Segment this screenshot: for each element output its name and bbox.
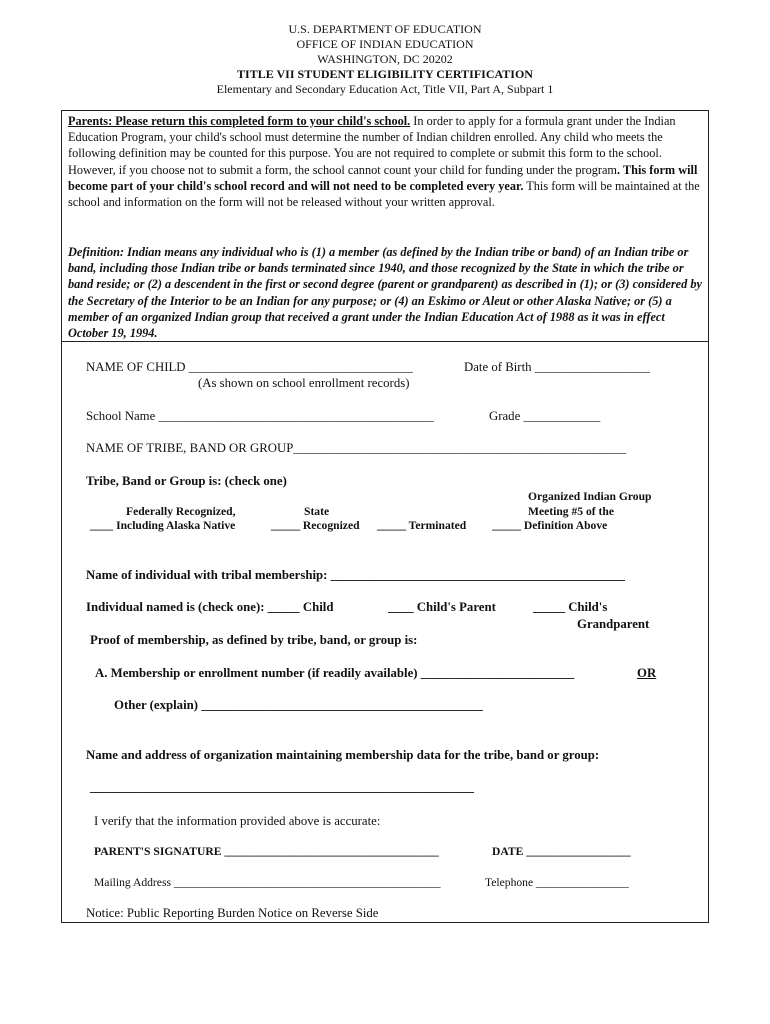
organization-field[interactable]: ____________________________________________________________ — [90, 780, 474, 794]
terminated-checkbox[interactable]: _____ Terminated — [377, 519, 467, 532]
mailing-address-field[interactable]: Mailing Address ______________________________________________ — [94, 876, 441, 889]
telephone-field[interactable]: Telephone ________________ — [485, 876, 629, 889]
intro-body-1: In order to apply for a formula grant under the Indian Education Program, your child's school must determine the number of Indian children enrolled. Any child who meets the following definition may be counted for this purpose. You are not required to complete or submit this form to the school. However, if you choose not to submit a form, the school cannot count your child for funding under the program — [68, 114, 676, 177]
membership-number-field[interactable]: A. Membership or enrollment number (if readily available) ________________________ — [95, 666, 575, 680]
parent-signature-field[interactable]: PARENT'S SIGNATURE _____________________________________ — [94, 845, 439, 858]
office-line: OFFICE OF INDIAN EDUCATION — [296, 37, 474, 51]
state-label-1: State — [304, 505, 330, 518]
or-label: OR — [637, 666, 657, 680]
federal-label-1: Federally Recognized, — [126, 505, 236, 518]
individual-name-field[interactable]: Name of individual with tribal membership: ______________________________________________ — [86, 568, 625, 582]
grade-field[interactable]: Grade ____________ — [489, 409, 601, 423]
school-name-field[interactable]: School Name ___________________________________________ — [86, 409, 434, 423]
intro-lead: Parents: Please return this completed form to your child's school. — [68, 114, 411, 128]
intro-bold: . This form will become part of your child's school record and will not need to be completed every year. — [68, 162, 698, 193]
signature-date-field[interactable]: DATE __________________ — [492, 845, 631, 858]
location-line: WASHINGTON, DC 20202 — [317, 52, 453, 66]
individual-child-checkbox[interactable]: Individual named is (check one): _____ Child — [86, 600, 334, 614]
organized-label-1: Organized Indian Group — [528, 490, 652, 503]
grandparent-label: Grandparent — [577, 617, 650, 631]
proof-heading: Proof of membership, as defined by tribe, band, or group is: — [90, 633, 418, 647]
organized-checkbox[interactable]: _____ Definition Above — [492, 519, 608, 532]
intro-paragraph — [68, 113, 704, 210]
verify-statement: I verify that the information provided above is accurate: — [94, 814, 381, 828]
other-explain-field[interactable]: Other (explain) ____________________________________________ — [114, 698, 483, 712]
burden-notice: Notice: Public Reporting Burden Notice on Reverse Side — [86, 906, 379, 920]
form-title: TITLE VII STUDENT ELIGIBILITY CERTIFICATION — [237, 67, 533, 81]
state-checkbox[interactable]: _____ Recognized — [271, 519, 360, 532]
enrollment-note: (As shown on school enrollment records) — [198, 376, 410, 390]
federal-checkbox[interactable]: ____ Including Alaska Native — [90, 519, 236, 532]
form-subtitle: Elementary and Secondary Education Act, Title VII, Part A, Subpart 1 — [216, 82, 554, 96]
intro-body-2: This form will be maintained at the school and information on the form will not be released without your written approval. — [68, 178, 700, 210]
organized-label-2: Meeting #5 of the — [528, 505, 614, 518]
tribe-status-heading: Tribe, Band or Group is: (check one) — [86, 474, 287, 488]
childs-parent-checkbox[interactable]: ____ Child's Parent — [388, 600, 496, 614]
tribe-name-field[interactable]: NAME OF TRIBE, BAND OR GROUP____________________________________________________ — [86, 441, 627, 455]
childs-grandparent-checkbox[interactable]: _____ Child's — [533, 600, 608, 614]
name-of-child-field[interactable]: NAME OF CHILD ___________________________________ — [86, 360, 413, 374]
organization-heading: Name and address of organization maintaining membership data for the tribe, band or group: — [86, 748, 600, 762]
date-of-birth-field[interactable]: Date of Birth __________________ — [464, 360, 650, 374]
agency-line: U.S. DEPARTMENT OF EDUCATION — [288, 22, 482, 36]
definition-paragraph: Definition: Indian means any individual who is (1) a member (as defined by the Indian tribe or band) of an Indian tribe or band, including those Indian tribe or bands terminated since 1940, and those recognized by the State in which the tribe or band reside; or (2) a descendent in the first or second degree (parent or grandparent) as described in (1); or (3) considered by the Secretary of the Interior to be an Indian for any purpose; or (4) an Eskimo or Aleut or other Alaska Native; or (5) a member of an organized Indian group that received a grant under the Indian Education Act of 1988 as it was in effect October 19, 1994. — [68, 245, 702, 341]
